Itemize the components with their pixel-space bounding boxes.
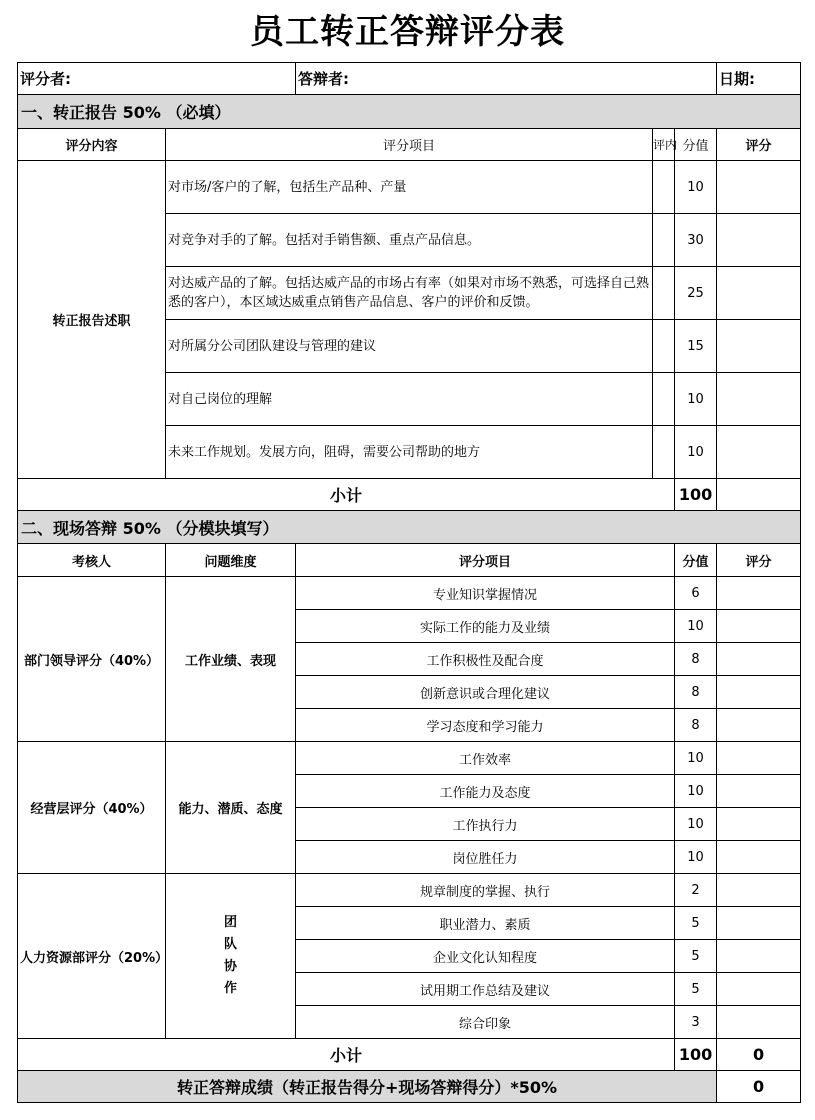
report-item-value: 10 bbox=[675, 373, 717, 426]
narrow-cell[interactable] bbox=[653, 373, 675, 426]
col-narrow-header: 评内 bbox=[653, 129, 675, 161]
assessment-item: 创新意识或合理化建议 bbox=[296, 676, 675, 709]
report-item: 对市场/客户的了解，包括生产品种、产量 bbox=[166, 161, 653, 214]
score-cell[interactable] bbox=[717, 161, 801, 214]
col-assessor-header: 考核人 bbox=[18, 544, 166, 577]
report-item: 未来工作规划。发展方向，阻碍，需要公司帮助的地方 bbox=[166, 426, 653, 479]
report-item-value: 10 bbox=[675, 161, 717, 214]
dimension-char: 协 bbox=[223, 959, 237, 974]
assessment-item: 专业知识掌握情况 bbox=[296, 577, 675, 610]
section2-title: 二、现场答辩 50% （分模块填写） bbox=[18, 511, 801, 544]
dimension-char: 队 bbox=[223, 937, 237, 952]
col-dimension-header: 问题维度 bbox=[166, 544, 296, 577]
section2-subtotal-score: 0 bbox=[717, 1039, 801, 1071]
final-score-value: 0 bbox=[717, 1071, 801, 1103]
assessment-value: 5 bbox=[675, 973, 717, 1006]
score-cell[interactable] bbox=[717, 577, 801, 610]
assessment-item: 工作能力及态度 bbox=[296, 775, 675, 808]
dimension-cell bbox=[166, 874, 296, 1039]
assessment-item: 工作执行力 bbox=[296, 808, 675, 841]
score-cell[interactable] bbox=[717, 214, 801, 267]
assessor-cell: 人力资源部评分（20%） bbox=[18, 874, 166, 1039]
report-item: 对自己岗位的理解 bbox=[166, 373, 653, 426]
score-cell[interactable] bbox=[717, 610, 801, 643]
score-cell[interactable] bbox=[717, 426, 801, 479]
page-title: 员工转正答辩评分表 bbox=[250, 12, 565, 52]
assessment-value: 8 bbox=[675, 643, 717, 676]
report-item-value: 25 bbox=[675, 267, 717, 320]
score-cell[interactable] bbox=[717, 267, 801, 320]
assessment-item: 规章制度的掌握、执行 bbox=[296, 874, 675, 907]
dimension-cell: 能力、潜质、态度 bbox=[166, 742, 296, 874]
score-cell[interactable] bbox=[717, 320, 801, 373]
section1-subtotal-label: 小计 bbox=[18, 479, 675, 511]
assessment-value: 10 bbox=[675, 742, 717, 775]
col-score-header: 评分 bbox=[717, 129, 801, 161]
section2-title-row bbox=[18, 511, 801, 544]
report-item-value: 15 bbox=[675, 320, 717, 373]
assessment-value: 10 bbox=[675, 841, 717, 874]
table-row bbox=[18, 742, 801, 775]
score-cell[interactable] bbox=[717, 775, 801, 808]
col-value-header: 分值 bbox=[675, 544, 717, 577]
table-row bbox=[18, 161, 801, 214]
narrow-cell[interactable] bbox=[653, 426, 675, 479]
assessment-value: 8 bbox=[675, 709, 717, 742]
score-cell[interactable] bbox=[717, 973, 801, 1006]
score-cell[interactable] bbox=[717, 676, 801, 709]
dimension-char: 团 bbox=[223, 915, 237, 930]
report-item-value: 10 bbox=[675, 426, 717, 479]
assessment-item: 工作积极性及配合度 bbox=[296, 643, 675, 676]
date-field[interactable]: 日期: bbox=[717, 63, 801, 95]
assessment-item: 综合印象 bbox=[296, 1006, 675, 1039]
score-cell[interactable] bbox=[717, 373, 801, 426]
assessment-value: 3 bbox=[675, 1006, 717, 1039]
score-cell[interactable] bbox=[717, 1006, 801, 1039]
assessment-item: 实际工作的能力及业绩 bbox=[296, 610, 675, 643]
section1-column-headers bbox=[18, 129, 801, 161]
report-item-value: 30 bbox=[675, 214, 717, 267]
section1-subtotal-score[interactable] bbox=[717, 479, 801, 511]
report-item: 对所属分公司团队建设与管理的建议 bbox=[166, 320, 653, 373]
narrow-cell[interactable] bbox=[653, 267, 675, 320]
score-cell[interactable] bbox=[717, 841, 801, 874]
section1-subtotal-value: 100 bbox=[675, 479, 717, 511]
assessment-item: 学习态度和学习能力 bbox=[296, 709, 675, 742]
narrow-cell[interactable] bbox=[653, 161, 675, 214]
section2-subtotal-label: 小计 bbox=[18, 1039, 675, 1071]
assessment-value: 5 bbox=[675, 907, 717, 940]
respondent-field[interactable]: 答辩者: bbox=[296, 63, 717, 95]
narrow-cell[interactable] bbox=[653, 320, 675, 373]
dimension-cell: 工作业绩、表现 bbox=[166, 577, 296, 742]
assessment-value: 10 bbox=[675, 610, 717, 643]
assessment-value: 10 bbox=[675, 775, 717, 808]
final-score-label: 转正答辩成绩（转正报告得分+现场答辩得分）*50% bbox=[18, 1071, 717, 1103]
col-score-header: 评分 bbox=[717, 544, 801, 577]
score-cell[interactable] bbox=[717, 643, 801, 676]
assessment-item: 试用期工作总结及建议 bbox=[296, 973, 675, 1006]
section1-subtotal-row bbox=[18, 479, 801, 511]
assessment-value: 2 bbox=[675, 874, 717, 907]
col-items-header: 评分项目 bbox=[296, 544, 675, 577]
score-cell[interactable] bbox=[717, 874, 801, 907]
section2-column-headers bbox=[18, 544, 801, 577]
assessment-value: 10 bbox=[675, 808, 717, 841]
section1-category: 转正报告述职 bbox=[18, 161, 166, 479]
report-item: 对竞争对手的了解。包括对手销售额、重点产品信息。 bbox=[166, 214, 653, 267]
section1-title-row bbox=[18, 95, 801, 129]
score-cell[interactable] bbox=[717, 907, 801, 940]
assessment-value: 5 bbox=[675, 940, 717, 973]
assessment-item: 岗位胜任力 bbox=[296, 841, 675, 874]
score-cell[interactable] bbox=[717, 808, 801, 841]
narrow-cell[interactable] bbox=[653, 214, 675, 267]
assessor-cell: 部门领导评分（40%） bbox=[18, 577, 166, 742]
report-item: 对达威产品的了解。包括达威产品的市场占有率（如果对市场不熟悉，可选择自己熟悉的客户），本区域达威重点销售产品信息、客户的评价和反馈。 bbox=[166, 267, 653, 320]
assessment-item: 企业文化认知程度 bbox=[296, 940, 675, 973]
section2-subtotal-value: 100 bbox=[675, 1039, 717, 1071]
header-row bbox=[18, 63, 801, 95]
assessment-item: 工作效率 bbox=[296, 742, 675, 775]
col-content-header: 评分内容 bbox=[18, 129, 166, 161]
assessment-item: 职业潜力、素质 bbox=[296, 907, 675, 940]
score-cell[interactable] bbox=[717, 940, 801, 973]
score-cell[interactable] bbox=[717, 742, 801, 775]
dimension-char: 作 bbox=[223, 981, 237, 996]
scorer-field[interactable]: 评分者: bbox=[18, 63, 296, 95]
col-items-header: 评分项目 bbox=[166, 129, 653, 161]
final-score-row bbox=[18, 1071, 801, 1103]
assessment-value: 6 bbox=[675, 577, 717, 610]
assessor-cell: 经营层评分（40%） bbox=[18, 742, 166, 874]
col-value-header: 分值 bbox=[675, 129, 717, 161]
section1-title: 一、转正报告 50% （必填） bbox=[18, 95, 801, 129]
table-row bbox=[18, 874, 801, 907]
score-cell[interactable] bbox=[717, 709, 801, 742]
assessment-value: 8 bbox=[675, 676, 717, 709]
table-row bbox=[18, 577, 801, 610]
section2-subtotal-row bbox=[18, 1039, 801, 1071]
evaluation-table bbox=[17, 62, 801, 1103]
